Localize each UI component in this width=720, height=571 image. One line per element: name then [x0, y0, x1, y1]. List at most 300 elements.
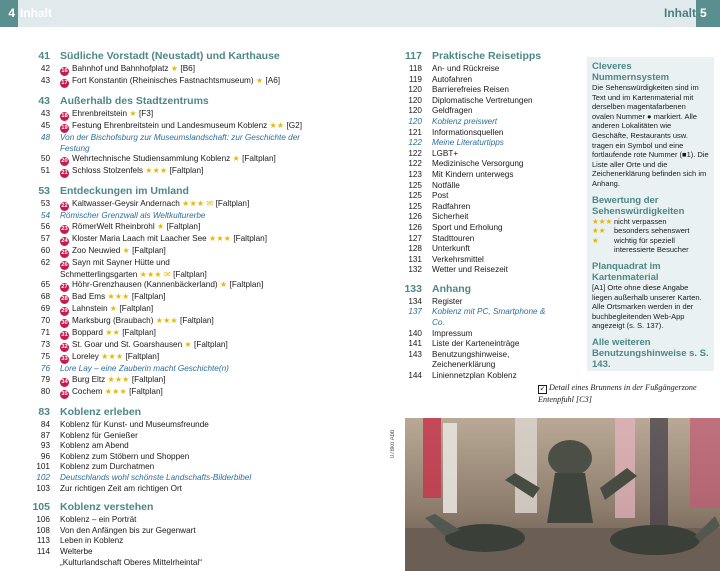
- toc-page-number: 114: [36, 546, 50, 556]
- header-band-left: [0, 0, 360, 27]
- toc-page-number: 106: [36, 515, 50, 525]
- sidebar-heading: Cleveres Nummernsystem: [592, 61, 670, 83]
- sight-number-badge: 28: [61, 296, 68, 303]
- toc-page-number: 101: [36, 462, 50, 472]
- toc-entry-body: [60, 340, 228, 352]
- toc-entry: [28, 462, 328, 473]
- toc-entry: [400, 202, 560, 213]
- rating-description: besonders sehenswert: [614, 226, 690, 236]
- toc-entry-text: Post: [432, 191, 449, 201]
- toc-entry-body: [60, 473, 251, 484]
- toc-page-number: 126: [408, 222, 422, 232]
- page-title-left: Inhalt: [20, 6, 52, 20]
- sidebar-heading: Bewertung der Sehenswürdigkeiten: [592, 194, 685, 217]
- section-page-number: 43: [38, 95, 50, 107]
- toc-entry-body: [432, 223, 503, 234]
- rating-stars: ★★★ ✉: [139, 269, 171, 279]
- sight-number-badge: 33: [61, 356, 68, 363]
- toc-column-middle: [400, 50, 560, 382]
- toc-entry: [400, 106, 560, 117]
- toc-entry-text: Welterbe: [60, 546, 93, 556]
- rating-stars: ★: [184, 340, 192, 350]
- legend-sidebar: [587, 57, 714, 371]
- toc-entry-body: [60, 526, 196, 537]
- toc-entry-text: Benutzungshinweise,: [432, 349, 510, 359]
- toc-page-number: 43: [40, 109, 50, 118]
- section-page-number: 53: [38, 185, 50, 198]
- toc-entry-text: Zoo Neuwied: [72, 245, 121, 255]
- toc-entry: [28, 121, 328, 133]
- toc-entry-body: [432, 360, 495, 371]
- toc-page-number: 122: [408, 159, 422, 169]
- sight-number-badge: 20: [61, 158, 68, 165]
- toc-entry: [28, 280, 328, 292]
- toc-entry-body: [60, 166, 203, 178]
- toc-page-number: 137: [408, 307, 422, 317]
- sight-number-badge: 22: [61, 203, 68, 210]
- toc-entry-text: Medizinische Versorgung: [432, 159, 524, 169]
- toc-entry: [28, 526, 328, 537]
- section-title: Koblenz verstehen: [60, 501, 154, 514]
- toc-entry-body: [432, 159, 523, 170]
- toc-entry-body: [432, 138, 504, 149]
- toc-page-number: 57: [40, 233, 50, 243]
- toc-page-number: [28, 270, 50, 281]
- toc-entry-text: Meine Literaturtipps: [432, 138, 504, 148]
- toc-entry-text: Koblenz – ein Porträt: [60, 515, 137, 525]
- map-reference: [Faltplan]: [132, 245, 166, 255]
- map-reference: [Faltplan]: [173, 269, 207, 279]
- toc-page-number: 125: [408, 180, 422, 190]
- toc-page-number: 118: [408, 64, 422, 73]
- rating-legend: [592, 217, 709, 255]
- toc-entry: [28, 304, 328, 316]
- toc-page-number: 134: [408, 296, 422, 306]
- map-reference: [Faltplan]: [169, 166, 204, 176]
- toc-entry-text: Liniennetzplan Koblenz: [432, 371, 517, 381]
- toc-entry: [28, 364, 328, 375]
- rating-stars: ★: [255, 76, 264, 85]
- toc-entry-body: [60, 515, 136, 526]
- toc-entry-body: [60, 211, 205, 222]
- toc-entry: [400, 360, 560, 371]
- toc-entry-body: [432, 170, 513, 181]
- toc-page-number: 73: [40, 340, 50, 350]
- toc-entry-text: Register: [432, 296, 463, 306]
- toc-entry-body: [60, 280, 263, 292]
- toc-page-number: 60: [40, 245, 50, 255]
- toc-page-number: 69: [40, 304, 50, 314]
- toc-entry-text: Sayn mit Sayner Hütte und: [72, 257, 170, 267]
- map-reference: [F3]: [138, 109, 154, 118]
- page-title-right: Inhalt: [664, 6, 696, 20]
- toc-entry: [28, 340, 328, 352]
- toc-page-number: 87: [40, 430, 50, 440]
- toc-entry-text: Mit Kindern unterwegs: [432, 169, 514, 179]
- toc-entry: [28, 258, 328, 270]
- toc-page-number: 68: [40, 292, 50, 302]
- toc-entry-text: Bahnhof und Bahnhofplatz: [72, 64, 169, 73]
- toc-entry: [28, 246, 328, 258]
- rating-stars: ★: [232, 154, 240, 164]
- toc-page-number: 76: [40, 364, 50, 374]
- toc-entry: [28, 452, 328, 463]
- toc-entry-text: Lore Lay – eine Zauberin macht Geschichte(n): [60, 364, 229, 374]
- toc-entry-text: Koblenz für Genießer: [60, 430, 138, 440]
- toc-page-number: 80: [40, 386, 50, 396]
- fountain-photo-illustration: [405, 418, 720, 571]
- sight-number-badge: 23: [61, 225, 68, 232]
- toc-page-number: 121: [408, 127, 422, 137]
- toc-entry: [28, 270, 328, 281]
- section-page-number: 105: [32, 501, 50, 514]
- toc-entry-text: Deutschlands wohl schönste Landschafts-Bilderbibel: [60, 472, 252, 482]
- toc-page-number: 71: [40, 328, 50, 338]
- toc-entry: [400, 149, 560, 160]
- toc-entry-text: Diplomatische Vertretungen: [432, 95, 533, 105]
- toc-page-number: 53: [40, 199, 50, 209]
- toc-page-number: 120: [408, 85, 422, 95]
- toc-page-number: 143: [408, 349, 422, 359]
- toc-entry-body: [60, 536, 123, 547]
- toc-entry-body: [432, 307, 560, 328]
- toc-page-number: 62: [40, 257, 50, 267]
- toc-page-number: 93: [40, 441, 50, 451]
- toc-entry-body: [60, 154, 276, 166]
- caption-text: Detail eines Brunnens in der Fußgängerzone Entenpfuhl [C3]: [538, 383, 697, 404]
- toc-entry: [28, 431, 328, 442]
- rating-stars: ★: [592, 235, 599, 245]
- rating-stars: ★★★: [155, 316, 178, 326]
- sidebar-text: Die Sehenswürdigkeiten sind im Text und im Kartenmaterial mit derselben magentafarbenen ovalen Nummer ● markiert. Alle anderen Lokalitäten wie Geschäfte, Restaurants usw. tragen ein Symbol und eine fortlaufende rote Nummer (■1). Die Liste aller Orte und die Zeichenerklärung befinden sich im Anhang.: [592, 83, 709, 188]
- toc-entry: [28, 133, 328, 154]
- toc-page-number: 103: [36, 483, 50, 493]
- toc-page-number: 123: [408, 169, 422, 179]
- rating-stars: ★★: [105, 328, 120, 338]
- toc-page-number: 108: [36, 525, 50, 535]
- section-heading: [28, 501, 328, 513]
- rating-legend-row: [592, 236, 709, 255]
- toc-entry-text: Loreley: [72, 352, 99, 362]
- toc-entry-text: Höhr-Grenzhausen (Kannenbäckerland): [72, 280, 218, 290]
- map-reference: [Faltplan]: [242, 154, 276, 164]
- rating-stars: ★★★: [107, 292, 130, 302]
- toc-entry-text: Lahnstein: [72, 304, 108, 314]
- toc-entry-text: Koblenz am Abend: [60, 441, 129, 451]
- toc-entry-text: Wehrtechnische Studiensammlung Koblenz: [72, 154, 231, 164]
- toc-entry-body: [60, 292, 166, 304]
- section-title: Praktische Reisetipps: [432, 50, 542, 62]
- toc-entry: [400, 234, 560, 245]
- toc-page-number: 48: [40, 133, 50, 142]
- map-reference: [Faltplan]: [215, 199, 250, 209]
- sight-number-badge: 18: [61, 113, 68, 119]
- toc-entry-text: Zeichenerklärung: [432, 360, 496, 370]
- toc-page-number: 50: [40, 154, 50, 164]
- toc-entry-body: [60, 387, 163, 399]
- toc-entry-body: [60, 76, 280, 88]
- toc-page-number: 131: [408, 254, 422, 264]
- toc-entry-body: [60, 64, 195, 76]
- toc-entry: [400, 212, 560, 223]
- toc-page-number: 122: [408, 138, 422, 148]
- toc-page-number: 119: [408, 74, 422, 84]
- toc-entry-body: [60, 121, 302, 133]
- toc-entry-body: [60, 558, 202, 569]
- toc-entry-body: [432, 191, 448, 202]
- toc-column-left: [28, 50, 328, 568]
- toc-entry-body: [60, 547, 93, 558]
- sight-number-badge: 24: [61, 237, 68, 244]
- sight-number-badge: 16: [61, 68, 68, 74]
- toc-entry-body: [60, 258, 170, 270]
- sight-number-badge: 27: [61, 284, 68, 291]
- section-heading: [400, 283, 560, 295]
- toc-page-number: 102: [36, 472, 50, 482]
- toc-entry: [28, 515, 328, 526]
- rating-stars: ★★★: [104, 386, 127, 396]
- toc-page-number: 120: [408, 95, 422, 105]
- toc-entry-body: [432, 265, 508, 276]
- section-title: Außerhalb des Stadtzentrums: [60, 95, 209, 107]
- toc-entry-text: Kloster Maria Laach mit Laacher See: [72, 233, 207, 243]
- section-heading: [28, 406, 328, 418]
- toc-entry-text: Leben in Koblenz: [60, 536, 124, 546]
- toc-entry: [400, 255, 560, 266]
- toc-entry: [28, 292, 328, 304]
- toc-entry-body: [432, 329, 473, 340]
- toc-entry-body: [432, 149, 458, 160]
- toc-entry-body: [432, 106, 473, 117]
- toc-entry: [400, 329, 560, 340]
- map-reference: [Faltplan]: [119, 304, 154, 314]
- toc-entry-text: Boppard: [72, 328, 103, 338]
- page-number-left: 4: [0, 0, 18, 27]
- toc-entry: [28, 473, 328, 484]
- rating-stars: ★: [129, 109, 137, 118]
- toc-page-number: 96: [40, 451, 50, 461]
- toc-entry-text: Bad Ems: [72, 292, 106, 302]
- rating-stars: ★★★: [107, 374, 130, 384]
- toc-page-number: 144: [408, 371, 422, 381]
- rating-stars: ★★★: [145, 166, 168, 176]
- toc-entry-body: [60, 462, 154, 473]
- toc-entry: [28, 352, 328, 364]
- toc-page-number: 45: [40, 121, 50, 130]
- toc-entry: [400, 244, 560, 255]
- toc-entry-text: Schmetterlingsgarten: [60, 269, 138, 279]
- toc-page-number: 122: [408, 148, 422, 158]
- toc-entry-text: Ehrenbreitstein: [72, 109, 128, 118]
- section-title: Entdeckungen im Umland: [60, 185, 189, 198]
- toc-page-number: 127: [408, 233, 422, 243]
- toc-page-number: 51: [40, 166, 50, 176]
- map-reference: [Faltplan]: [229, 280, 264, 290]
- toc-entry-text: Liste der Karteneinträge: [432, 339, 520, 349]
- map-reference: [Faltplan]: [122, 328, 156, 338]
- toc-entry: [28, 76, 328, 88]
- sight-number-badge: 35: [61, 390, 68, 397]
- toc-entry-body: [432, 128, 503, 139]
- toc-entry-text: Stadttouren: [432, 233, 475, 243]
- toc-entry-text: Koblenz mit PC, Smartphone & Co.: [432, 307, 546, 328]
- toc-entry-body: [60, 109, 153, 121]
- toc-entry-body: [60, 352, 159, 364]
- toc-page-number: [28, 558, 50, 569]
- toc-entry: [400, 117, 560, 128]
- toc-entry: [400, 191, 560, 202]
- sidebar-text: [A1] Orte ohne diese Angabe liegen außerhalb unserer Karten. Alle Ortsmarken werden in der buchbegleitenden Web-App angezeigt (s. S. 137).: [592, 282, 702, 331]
- toc-entry: [400, 181, 560, 192]
- toc-entry: [400, 128, 560, 139]
- toc-entry-body: [60, 270, 207, 281]
- toc-entry-body: [432, 244, 470, 255]
- toc-page-number: 75: [40, 352, 50, 362]
- toc-entry-text: LGBT+: [432, 148, 459, 158]
- toc-page-number: 56: [40, 221, 50, 231]
- toc-entry: [400, 159, 560, 170]
- sight-number-badge: 21: [61, 170, 68, 177]
- toc-entry-body: [60, 420, 209, 431]
- toc-entry: [28, 558, 328, 569]
- toc-entry-body: [432, 85, 509, 96]
- section-heading: [28, 95, 328, 107]
- sight-number-badge: 25: [61, 249, 68, 256]
- toc-entry-text: Notfälle: [432, 180, 460, 190]
- toc-page-number: 132: [408, 265, 422, 275]
- section-page-number: 41: [38, 50, 50, 62]
- toc-entry: [28, 441, 328, 452]
- toc-entry-text: Koblenz zum Stöbern und Shoppen: [60, 451, 190, 461]
- toc-entry-text: An- und Rückreise: [432, 64, 500, 73]
- toc-entry-body: [60, 222, 200, 234]
- toc-entry-body: [60, 316, 214, 328]
- toc-entry-text: Zur richtigen Zeit am richtigen Ort: [60, 483, 182, 493]
- rating-legend-row: [592, 226, 709, 236]
- toc-entry-body: [432, 202, 470, 213]
- map-reference: [Faltplan]: [129, 386, 163, 396]
- rating-stars: ★★★: [592, 216, 613, 226]
- toc-entry: [400, 170, 560, 181]
- toc-entry-body: [60, 364, 229, 375]
- toc-entry: [28, 222, 328, 234]
- toc-entry-text: Autofahren: [432, 74, 473, 84]
- toc-entry-text: Koblenz preiswert: [432, 116, 498, 126]
- rating-stars: ★: [109, 304, 118, 314]
- toc-entry-body: [432, 96, 533, 107]
- toc-entry-text: „Kulturlandschaft Oberes Mittelrheintal“: [60, 557, 202, 567]
- sight-number-badge: 32: [61, 344, 68, 351]
- toc-entry-body: [432, 255, 484, 266]
- toc-entry-text: Cochem: [72, 386, 103, 396]
- toc-page-number: 113: [36, 536, 50, 546]
- toc-entry-body: [432, 117, 497, 128]
- toc-page-number: 120: [408, 116, 422, 126]
- toc-entry-text: Fort Konstantin (Rheinisches Fastnachtsmuseum): [72, 76, 254, 85]
- toc-entry-body: [432, 64, 499, 75]
- toc-entry-body: [432, 297, 463, 308]
- toc-entry-body: [60, 246, 166, 258]
- toc-entry-body: [60, 328, 156, 340]
- rating-stars: ★: [156, 221, 165, 231]
- toc-entry-text: Koblenz für Kunst- und Museumsfreunde: [60, 419, 209, 429]
- rating-stars: ★★★ ✉: [182, 199, 214, 209]
- toc-entry: [28, 154, 328, 166]
- sight-number-badge: 17: [61, 80, 68, 86]
- toc-page-number: 42: [40, 64, 50, 73]
- toc-entry: [400, 64, 560, 75]
- rating-legend-row: [592, 217, 709, 227]
- toc-entry-text: Impressum: [432, 328, 473, 338]
- toc-page-number: 141: [408, 339, 422, 349]
- toc-entry-text: Sport und Erholung: [432, 222, 503, 232]
- toc-page-number: 125: [408, 191, 422, 201]
- section-page-number: 133: [404, 282, 422, 295]
- map-reference: [Faltplan]: [166, 221, 201, 231]
- toc-entry-body: [432, 234, 474, 245]
- toc-entry-text: Barrierefreies Reisen: [432, 85, 509, 95]
- toc-entry-body: [60, 441, 129, 452]
- toc-entry: [400, 85, 560, 96]
- toc-entry-body: [432, 212, 468, 223]
- toc-entry-text: RömerWelt Rheinbrohl: [72, 221, 155, 231]
- toc-page-number: 43: [40, 76, 50, 85]
- photo-credit: 078ko Abb: [390, 429, 396, 458]
- rating-stars: ★: [122, 245, 130, 255]
- toc-entry: [400, 297, 560, 308]
- toc-entry: [28, 420, 328, 431]
- toc-entry-text: Schloss Stolzenfels: [72, 166, 143, 176]
- rating-description: wichtig für speziell interessierte Besucher: [614, 235, 689, 255]
- toc-entry-text: Von der Bischofsburg zur Museumslandschaft: zur Geschichte der Festung: [60, 133, 300, 153]
- rating-stars: ★: [219, 280, 228, 290]
- rating-description: nicht verpassen: [614, 216, 667, 226]
- toc-entry-text: Koblenz zum Durchatmen: [60, 462, 155, 472]
- sight-number-badge: 26: [61, 261, 68, 268]
- sight-number-badge: 34: [61, 378, 68, 385]
- toc-entry-body: [60, 431, 138, 442]
- toc-entry: [28, 375, 328, 387]
- toc-entry-body: [432, 75, 472, 86]
- toc-entry: [400, 350, 560, 361]
- toc-entry-text: Kaltwasser-Geysir Andernach: [72, 199, 180, 209]
- toc-entry-body: [432, 339, 519, 350]
- toc-entry-text: Radfahren: [432, 201, 471, 211]
- map-reference: [A6]: [265, 76, 281, 85]
- toc-page-number: 79: [40, 374, 50, 384]
- toc-page-number: 140: [408, 328, 422, 338]
- toc-page-number: 125: [408, 201, 422, 211]
- page-number-right: 5: [696, 0, 720, 27]
- toc-entry-text: Informationsquellen: [432, 127, 504, 137]
- rating-stars: ★★: [269, 121, 285, 130]
- toc-entry-body: [60, 484, 182, 495]
- rating-stars: ★★★: [209, 233, 232, 243]
- toc-entry: [28, 547, 328, 558]
- section-title: Südliche Vorstadt (Neustadt) und Karthause: [60, 50, 280, 62]
- toc-entry-text: Festung Ehrenbreitstein und Landesmuseum Koblenz: [72, 121, 268, 130]
- toc-page-number: 126: [408, 212, 422, 222]
- toc-entry-text: Marksburg (Braubach): [72, 316, 154, 326]
- toc-entry-text: Römischer Grenzwall als Weltkulturerbe: [60, 211, 206, 221]
- toc-entry: [400, 371, 560, 382]
- toc-entry: [28, 234, 328, 246]
- toc-entry-body: [60, 133, 328, 154]
- toc-entry-body: [60, 375, 166, 387]
- map-reference: [Faltplan]: [131, 292, 166, 302]
- fountain-photo: [405, 418, 720, 571]
- toc-entry-body: [60, 199, 249, 211]
